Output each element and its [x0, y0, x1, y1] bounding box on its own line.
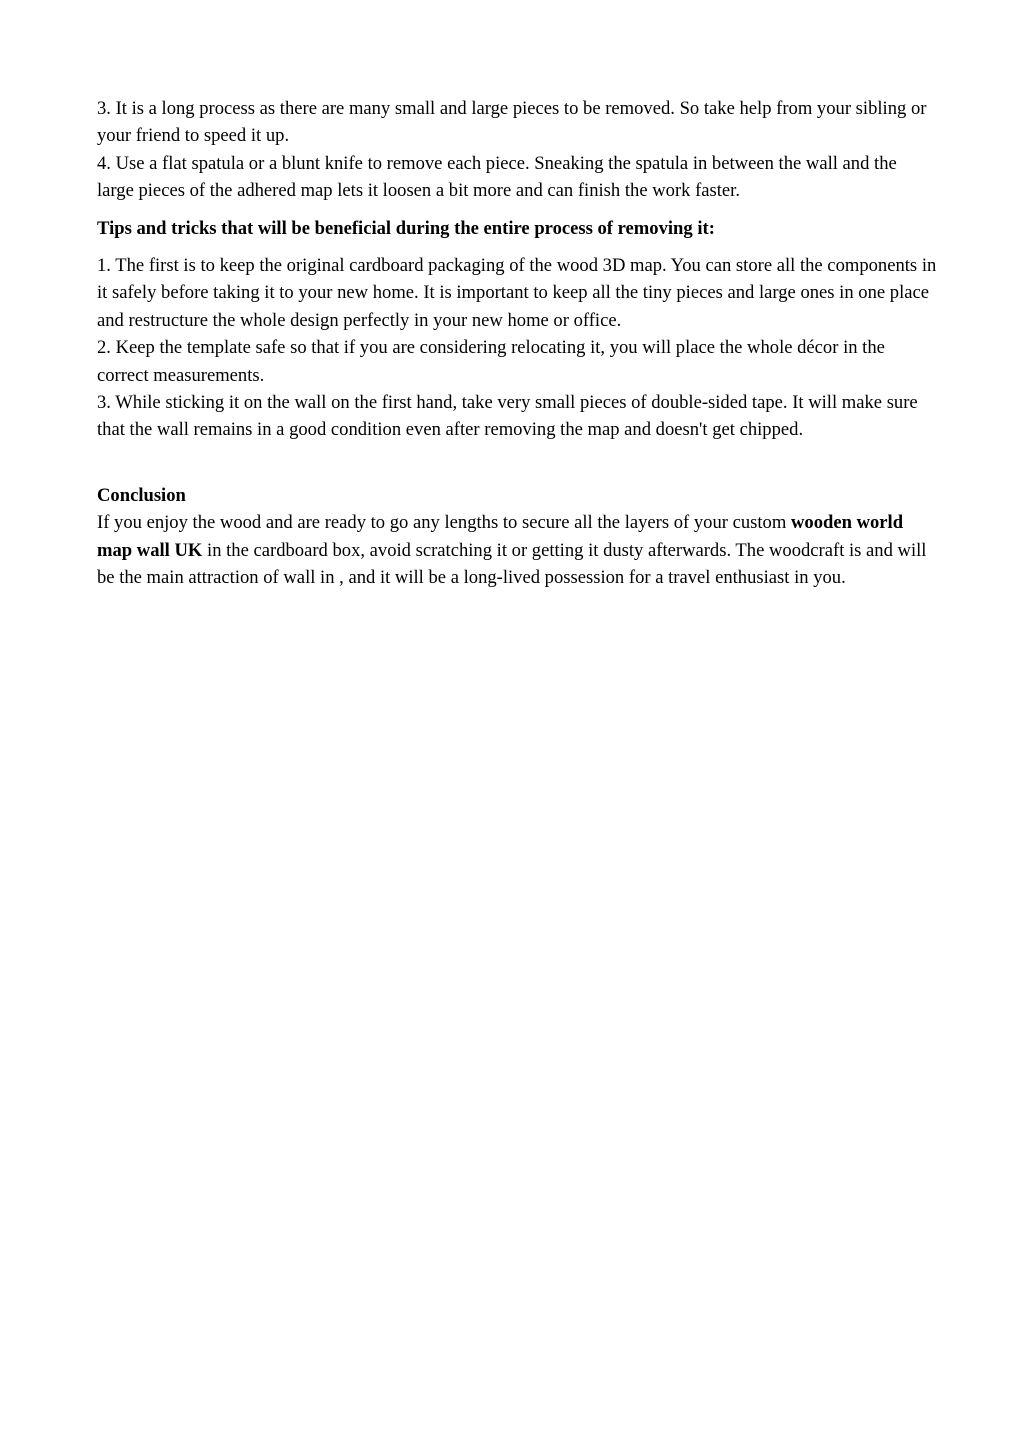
- conclusion-text-before: If you enjoy the wood and are ready to go any lengths to secure all the layers of your custom: [97, 512, 791, 534]
- document-page: [97, 95, 937, 592]
- tip-item-2: 2. Keep the template safe so that if you are considering relocating it, you will place the whole décor in the correct measurements.: [97, 337, 885, 386]
- tips-heading: Tips and tricks that will be beneficial during the entire process of removing it:: [97, 217, 715, 239]
- step-item-4: 4. Use a flat spatula or a blunt knife to remove each piece. Sneaking the spatula in between the wall and the large pieces of the adhered map lets it loosen a bit more and can finish the work faster.: [97, 152, 897, 202]
- tips-list: [97, 252, 937, 444]
- tip-item-1: 1. The first is to keep the original cardboard packaging of the wood 3D map. You can store all the components in it safely before taking it to your new home. It is important to keep all the tiny pieces and large ones in one place and restructure the whole design perfectly in your new home or office.: [97, 255, 937, 331]
- conclusion-paragraph: [97, 509, 937, 591]
- step-item-3: 3. It is a long process as there are many small and large pieces to be removed. So take help from your sibling or your friend to speed it up.: [97, 98, 927, 147]
- steps-list: [97, 95, 937, 205]
- conclusion-heading: Conclusion: [97, 484, 186, 506]
- conclusion-bold-phrase: wooden world map wall UK: [97, 512, 904, 561]
- tip-item-3: 3. While sticking it on the wall on the first hand, take very small pieces of double-sided tape. It will make sure that the wall remains in a good condition even after removing the map and doesn't get chipped.: [97, 392, 918, 441]
- conclusion-text-after: in the cardboard box, avoid scratching it or getting it dusty afterwards. The woodcraft is and will be the main attraction of wall in , and it will be a long-lived possession for a travel enthusiast in you.: [97, 539, 927, 589]
